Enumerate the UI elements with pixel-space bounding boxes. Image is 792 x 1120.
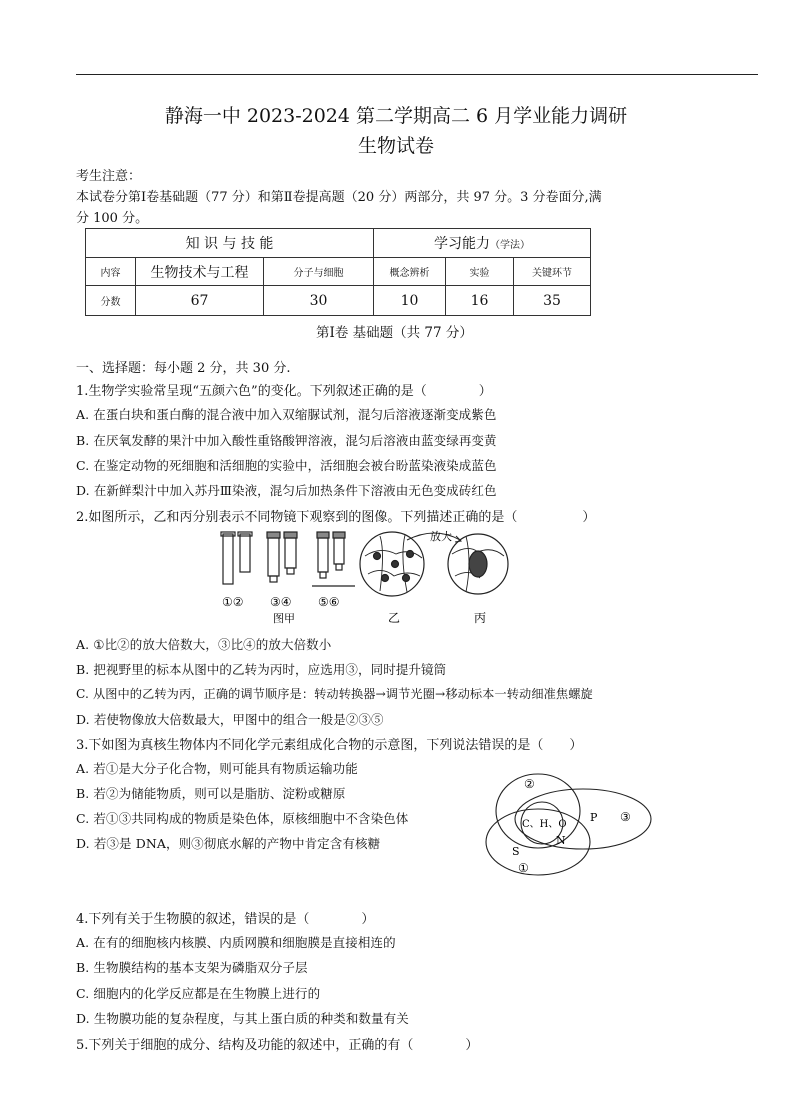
q3-option-a: A. 若①是大分子化合物，则可能具有物质运输功能 [76, 761, 358, 776]
score-concept: 10 [374, 286, 446, 316]
q1-option-d: D. 在新鲜梨汁中加入苏丹Ⅲ染液，混匀后加热条件下溶液由无色变成砖红色 [76, 483, 497, 498]
venn-label-3: ③ [620, 810, 631, 824]
q2-option-d: D. 若使物像放大倍数最大，甲图中的组合一般是②③⑤ [76, 712, 384, 727]
view-yi-icon [360, 532, 424, 596]
notice-line-2: 分 100 分。 [76, 211, 149, 226]
objective-56-icon [312, 532, 355, 586]
q5-stem: 5.下列关于细胞的成分、结构及功能的叙述中，正确的有（ ） [76, 1038, 479, 1053]
col-molecule-cell: 分子与细胞 [264, 258, 374, 286]
q3-option-c: C. 若①③共同构成的物质是染色体，原核细胞中不含染色体 [76, 811, 409, 826]
score-table [85, 228, 591, 316]
col-biotech: 生物技术与工程 [136, 258, 264, 286]
q1-option-b: B. 在厌氧发酵的果汁中加入酸性重铬酸钾溶液，混匀后溶液由蓝变绿再变黄 [76, 433, 497, 448]
venn-circle-2 [496, 774, 580, 848]
objective-4-icon [284, 532, 297, 574]
q2-microscope-figure [210, 526, 510, 626]
q2-option-c: C. 从图中的乙转为丙，正确的调节顺序是：转动转换器→调节光圈→移动标本一转动细准焦螺旋 [76, 687, 593, 701]
figure-arrow-label: 放大 [430, 530, 452, 543]
venn-label-center: C、H、O [522, 819, 567, 830]
exam-subtitle: 生物试卷 [357, 135, 434, 157]
objective-3-icon [267, 532, 280, 582]
q1-option-a: A. 在蛋白块和蛋白酶的混合液中加入双缩脲试剂，混匀后溶液逐渐变成紫色 [76, 407, 497, 422]
q4-option-d: D. 生物膜功能的复杂程度，与其上蛋白质的种类和数量有关 [76, 1011, 409, 1026]
top-rule [76, 74, 758, 75]
group-knowledge: 知 识 与 技 能 [86, 229, 374, 258]
venn-label-p: P [590, 811, 598, 824]
q1-stem: 1.生物学实验常呈现“五颜六色”的变化。下列叙述正确的是（ ） [76, 384, 492, 399]
eyepiece-1-icon [221, 532, 235, 584]
q2-option-a: A. ①比②的放大倍数大，③比④的放大倍数小 [76, 637, 332, 652]
eyepiece-2-icon [238, 532, 252, 572]
group-ability-label: 学习能力 [434, 236, 491, 252]
notice-line-1: 本试卷分第Ⅰ卷基础题（77 分）和第Ⅱ卷提高题（20 分）两部分，共 97 分。3 分卷面分,满 [76, 190, 602, 205]
q3-stem: 3.下如图为真核生物体内不同化学元素组成化合物的示意图，下列说法错误的是（ ） [76, 738, 583, 753]
col-concept: 概念辨析 [374, 258, 446, 286]
row-label-content: 内容 [86, 258, 136, 286]
figure-caption-bing: 丙 [474, 611, 487, 625]
notice-label: 考生注意： [76, 169, 142, 184]
figure-caption-jia: 图甲 [273, 612, 295, 625]
score-biotech: 67 [136, 286, 264, 316]
q4-stem: 4.下列有关于生物膜的叙述，错误的是（ ） [76, 912, 375, 927]
part-heading: 一、选择题：每小题 2 分，共 30 分. [76, 361, 291, 376]
figure-caption-yi: 乙 [388, 611, 401, 625]
col-experiment: 实验 [446, 258, 514, 286]
q4-option-a: A. 在有的细胞核内核膜、内质网膜和细胞膜是直接相连的 [76, 935, 396, 950]
q3-option-b: B. 若②为储能物质，则可以是脂肪、淀粉或糖原 [76, 786, 346, 801]
q3-option-d: D. 若③是 DNA，则③彻底水解的产物中肯定含有核糖 [76, 836, 381, 851]
venn-label-2: ② [524, 777, 535, 791]
q3-venn-diagram [478, 764, 654, 882]
venn-label-n: N [556, 834, 566, 847]
exam-title: 静海一中 2023-2024 第二学期高二 6 月学业能力调研 [164, 105, 628, 127]
group-ability-note: （学法） [490, 240, 531, 251]
score-experiment: 16 [446, 286, 514, 316]
venn-label-1: ① [518, 861, 529, 875]
q4-option-b: B. 生物膜结构的基本支架为磷脂双分子层 [76, 960, 308, 975]
score-molecule-cell: 30 [264, 286, 374, 316]
group-ability [374, 229, 591, 258]
score-key-step: 35 [514, 286, 591, 316]
q2-stem: 2.如图所示，乙和丙分别表示不同物镜下观察到的图像。下列描述正确的是（ ） [76, 510, 596, 525]
row-label-score: 分数 [86, 286, 136, 316]
q4-option-c: C. 细胞内的化学反应都是在生物膜上进行的 [76, 986, 321, 1001]
section-title: 第Ⅰ卷 基础题（共 77 分） [316, 325, 473, 341]
venn-label-s: S [512, 845, 520, 858]
col-key-step: 关键环节 [514, 258, 591, 286]
q2-option-b: B. 把视野里的标本从图中的乙转为丙时，应选用③，同时提升镜筒 [76, 662, 447, 677]
figure-label-34: ③④ [270, 595, 292, 609]
figure-label-12: ①② [222, 595, 244, 609]
view-bing-icon [448, 534, 508, 594]
q1-option-c: C. 在鉴定动物的死细胞和活细胞的实验中，活细胞会被台盼蓝染液染成蓝色 [76, 458, 497, 473]
figure-label-56: ⑤⑥ [318, 595, 340, 609]
